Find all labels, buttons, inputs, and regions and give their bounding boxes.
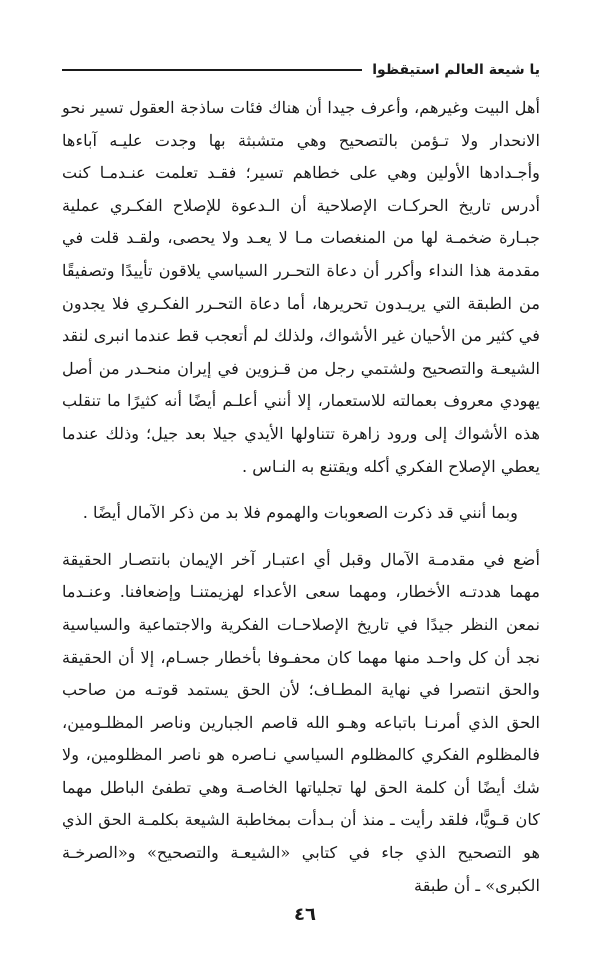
header-rule: [62, 69, 362, 71]
running-header: [62, 58, 540, 82]
paragraph: وبما أنني قد ذكرت الصعوبات والهموم فلا بد من ذكر الآمال أيضًا .: [82, 503, 518, 523]
page-number: ٤٦: [294, 904, 316, 925]
paragraph: أضع في مقدمـة الآمال وقبل أي اعتبـار آخر الإيمان بانتصـار الحقيقة مهما هددتـه الأخطار، ومهما سعى الأعداء لهزيمتنـا وإضعافنا. وعنـدما نمعن النظر جيدًا في تاريخ الإصلاحـات الفكرية والاجتماعية والسياسية نجد أن كل واحـد منها مهما كان محفـوفا بأخطار جسـام، إلا أن الحقيقة والحق انتصرا في نهاية المطـاف؛ لأن الحق يستمد قوتـه من صاحب الحق الذي أمرنـا باتباعه وهـو الله قاصم الجبارين وناصر المظلـومين، فالمظلوم الفكري كالمظلوم السياسي نـاصره هو ناصر المظلومين، ولا شك أيضًا أن كلمة الحق لها تجلياتها الخاصـة وهي تطفئ الباطل مهما كان قـويًّا، فلقد رأيت ـ منذ أن بـدأت بمخاطبة الشيعة بكلمـة الحق الذي هو التصحيح الذي جاء في كتابي «الشيعـة والتصحيح» و«الصرخـة الكبرى» ـ أن طبقة: [62, 549, 540, 895]
body-text: [62, 92, 540, 902]
paragraph: أهل البيت وغيرهم، وأعرف جيدا أن هناك فئات ساذجة العقول تسير نحو الانحدار ولا تـؤمن بالتصحيح وهي متشبثة بها وجدت عليـه آباءها وأجـدادها الأولين وهي على خطاهم تسير؛ فقـد تعلمت عنـدمـا كنت أدرس تاريخ الحركـات الإصلاحية أن الـدعوة للإصلاح الفكـري عملية جبـارة ضخمـة لها من المنغصات مـا لا يعـد ولا يحصى، ولقـد قلت في مقدمة هذا النداء وأكرر أن دعاة التحـرر السياسي يلاقون تأييدًا وتصفيقًا من الطبقة التي يريـدون تحريرها، أما دعاة التحـرر الفكـري فلا يجدون في كثير من الأحيان غير الأشواك، ولذلك لم أتعجب قط عندما انبرى لنقد الشيعـة والتصحيح ولشتمي رجل من قـزوين في إيران منحـدر من أصل يهودي معروف بعمالته للاستعمار، إلا أنني أعلـم أيضًا أنه كثيرًا ما تنقلب هذه الأشواك إلى ورود زاهرة تتناولها الأيدي جيلا بعد جيل؛ وذلك عندما يعطي الإصلاح الفكري أكله ويقتنع به النـاس .: [62, 98, 540, 476]
running-title: يا شيعة العالم استيقظوا: [372, 62, 540, 78]
